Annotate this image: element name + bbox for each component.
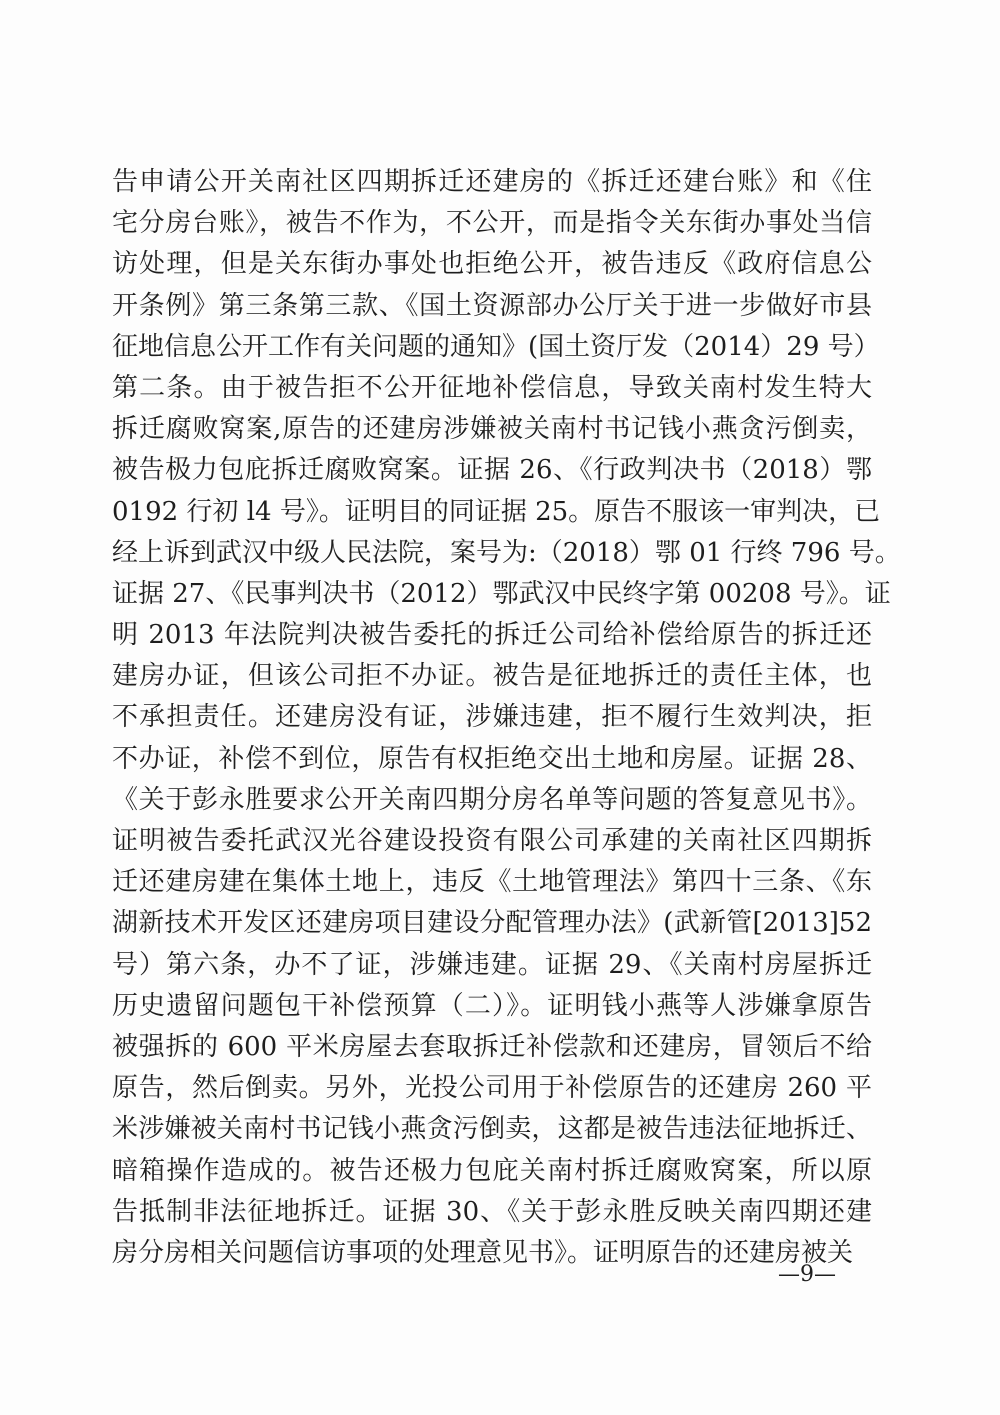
text-line: 原告，然后倒卖。另外，光投公司用于补偿原告的还建房 260 平: [112, 1073, 872, 1104]
text-line: 《关于彭永胜要求公开关南四期分房名单等问题的答复意见书》。: [112, 784, 872, 815]
text-line: 米涉嫌被关南村书记钱小燕贪污倒卖，这都是被告违法征地拆迁、: [112, 1114, 872, 1145]
text-line: 第二条。由于被告拒不公开征地补偿信息，导致关南村发生特大: [112, 372, 872, 403]
text-line: 访处理，但是关东街办事处也拒绝公开，被告违反《政府信息公: [112, 249, 872, 280]
text-line: 经上诉到武汉中级人民法院，案号为:（2018）鄂 01 行终 796 号。: [112, 537, 901, 568]
body-text: [112, 162, 901, 1274]
text-line: 告抵制非法征地拆迁。证据 30、《关于彭永胜反映关南四期还建: [112, 1196, 872, 1227]
text-line: 征地信息公开工作有关问题的通知》(国土资厅发（2014）29 号）: [112, 331, 880, 362]
page-number: —9—: [778, 1262, 836, 1287]
text-line: 房分房相关问题信访事项的处理意见书》。证明原告的还建房被关: [112, 1237, 854, 1268]
text-line: 0192 行初 l4 号》。证明目的同证据 25。原告不服该一审判决，已: [112, 496, 881, 527]
text-line: 开条例》第三条第三款、《国土资源部办公厅关于进一步做好市县: [112, 290, 872, 321]
text-line: 不办证，补偿不到位，原告有权拒绝交出土地和房屋。证据 28、: [112, 743, 872, 774]
text-line: 号）第六条，办不了证，涉嫌违建。证据 29、《关南村房屋拆迁: [112, 949, 872, 980]
text-line: 证明被告委托武汉光谷建设投资有限公司承建的关南社区四期拆: [112, 826, 872, 856]
text-line: 建房办证，但该公司拒不办证。被告是征地拆迁的责任主体，也: [112, 661, 872, 692]
text-line: 拆迁腐败窝案,原告的还建房涉嫌被关南村书记钱小燕贪污倒卖，: [112, 414, 872, 445]
text-line: 不承担责任。还建房没有证，涉嫌违建，拒不履行生效判决，拒: [112, 702, 872, 733]
text-line: 被强拆的 600 平米房屋去套取拆迁补偿款和还建房，冒领后不给: [112, 1031, 872, 1062]
text-line: 暗箱操作造成的。被告还极力包庇关南村拆迁腐败窝案，所以原: [112, 1155, 872, 1186]
text-line: 宅分房台账》，被告不作为，不公开，而是指令关东街办事处当信: [112, 208, 872, 239]
text-line: 证据 27、《民事判决书（2012）鄂武汉中民终字第 00208 号》。证: [112, 578, 891, 609]
text-line: 历史遗留问题包干补偿预算（二）》。证明钱小燕等人涉嫌拿原告: [112, 990, 872, 1021]
text-line: 湖新技术开发区还建房项目建设分配管理办法》(武新管[2013]52: [112, 908, 872, 939]
text-line: 迁还建房建在集体土地上，违反《土地管理法》第四十三条、《东: [112, 867, 872, 898]
text-line: 被告极力包庇拆迁腐败窝案。证据 26、《行政判决书（2018）鄂: [112, 455, 872, 486]
text-line: 告申请公开关南社区四期拆迁还建房的《拆迁还建台账》和《住: [112, 167, 872, 197]
text-line: 明 2013 年法院判决被告委托的拆迁公司给补偿给原告的拆迁还: [112, 620, 872, 651]
